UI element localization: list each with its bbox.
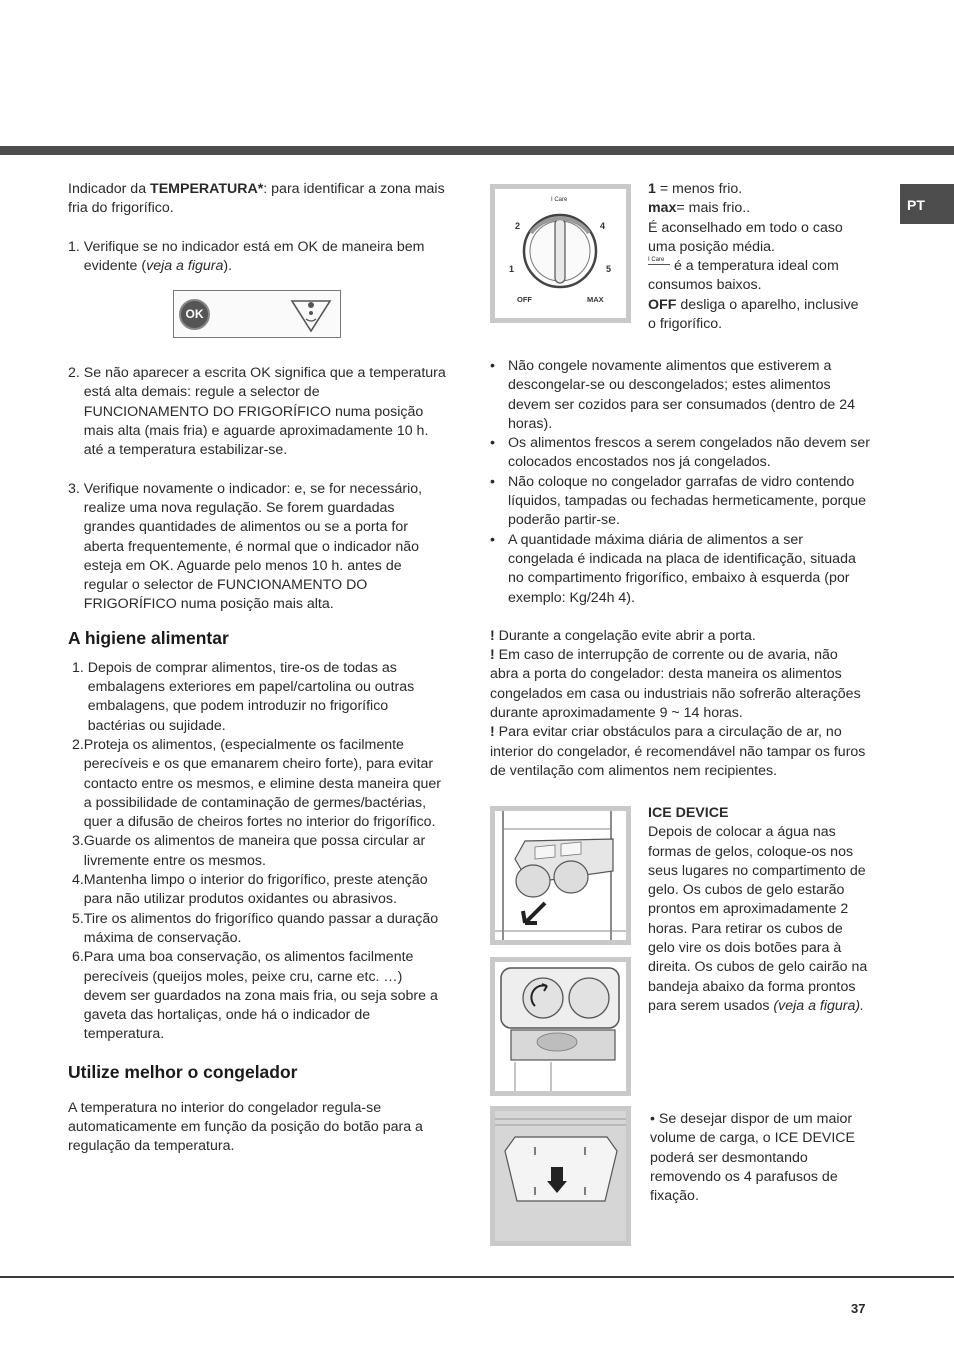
indicator-drop-icon: [286, 293, 336, 337]
dial-label-off: OFF: [517, 295, 532, 304]
warning-icon: !: [490, 627, 495, 644]
ice-device-text: ICE DEVICE Depois de colocar a água nas formas de gelos, coloque-os nos seus lugares no compartimento de gelo. Os cubos de gelo estarão prontos em aproximadamente 2 horas. Para retirar os cubos de gelo vire os dois botões para à direita. Os cubos de gelo cairão na bandeja abaixo da forma prontos para serem usados (veja a figura).: [648, 804, 870, 1016]
step-text: Se não aparecer a escrita OK significa que a temperatura está alta demais: regule a selector de FUNCIONAMENTO DO FRIGORÍFICO numa posição mais alta (mais fria) e aguarde aproximadamente 10 h. até a temperatura estabilizar-se.: [83, 365, 446, 459]
step-number: 3.: [68, 480, 84, 497]
bullet-dot: •: [490, 531, 495, 548]
freezing-tip: [490, 531, 870, 608]
footer-rule: [0, 1276, 954, 1278]
dial-label-1: 1: [509, 264, 515, 274]
bullet-dot: •: [490, 358, 495, 374]
hygiene-item-text: Depois de comprar alimentos, tire-os de todas as embalagens exteriores em papel/cartolina ou outras embalagens, que podem introduzir no frigorífico bactérias ou sujidade.: [87, 659, 415, 734]
step-2: [68, 364, 448, 460]
thermostat-dial-icon: [495, 189, 626, 318]
ok-indicator-figure: [173, 290, 341, 338]
right-column: [490, 355, 870, 781]
hygiene-item-text: Para uma boa conservação, os alimentos facilmente perecíveis (queijos moles, peixe cru, carne etc. …) devem ser guardados na zona mais fria, ou seja sobre a gaveta das hortaliças, onde há o indicador de temperatura.: [83, 949, 438, 1043]
warning-item: [490, 723, 870, 781]
dial-legend: 1 = menos frio. max= mais frio.. É aconselhado em todo o caso uma posição média. I Care é a temperatura ideal com consumos baixos. OFF desliga o aparelho, inclusive o frigorífico.: [648, 180, 870, 334]
hygiene-item: [68, 910, 448, 949]
freezing-tips-list: [490, 357, 870, 608]
step-text: Verifique se no indicador está em OK de maneira bem evidente (veja a figura).: [83, 238, 425, 274]
hygiene-item-number: 5.: [68, 910, 84, 927]
freezer-text: A temperatura no interior do congelador regula-se automaticamente em função da posição do botão para a regulação da temperatura.: [68, 1099, 423, 1155]
step-number: 1.: [68, 238, 84, 255]
header-bar: [0, 146, 954, 155]
freezing-tip-text: Não congele novamente alimentos que estiverem a descongelar-se ou descongelados; estes alimentos devem ser cozidos para ser consumados (dentro de 24 horas).: [508, 358, 855, 432]
warning-item: [490, 627, 870, 646]
hygiene-item-text: Mantenha limpo o interior do frigorífico, preste atenção para não utilizar produtos oxidantes ou abrasivos.: [83, 872, 428, 908]
legend-advice: É aconselhado em todo o caso uma posição média.: [648, 219, 843, 255]
hygiene-list: [68, 659, 448, 1045]
hygiene-item-text: Proteja os alimentos, (especialmente os facilmente perecíveis e os que emanarem cheiro forte), para evitar contacto entre os mesmos, e elimine desta maneira quer a possibilidade de contaminação de germes/bactérias, quer a difusão de cheiros fortes no interior do frigorífico.: [83, 736, 442, 831]
ice-tray-figure: [490, 806, 631, 945]
dial-label-max: MAX: [587, 295, 604, 304]
hygiene-item-number: 2.: [68, 736, 84, 753]
warning-icon: !: [490, 647, 495, 664]
hygiene-item: [68, 736, 448, 832]
step-text: Verifique novamente o indicador: e, se for necessário, realize uma nova regulação. Se forem guardadas grandes quantidades de alimentos ou se a porta for aberta frequentemente, é normal que o indicador não esteja em OK. Aguarde pelo menos 10 h. antes de regular o selector de FUNCIONAMENTO DO FRIGORÍFICO numa posição mais alta.: [83, 480, 423, 613]
icare-icon: I Care: [648, 257, 670, 265]
temperature-label: TEMPERATURA*: [150, 181, 264, 197]
dial-label-5: 5: [606, 264, 612, 274]
warning-text: Em caso de interrupção de corrente ou de avaria, não abra a porta do congelador: desta maneira os alimentos congelados em casa ou industriais não sofrerão alterações durante aproximadamente 9 ~ 14 horas.: [490, 647, 861, 722]
left-column: [68, 180, 448, 1157]
dial-label-2: 2: [515, 221, 521, 231]
ice-tray-illustration: [495, 811, 626, 940]
ice-knobs-figure: [490, 957, 631, 1096]
page-number: 37: [851, 1301, 866, 1316]
thermostat-dial-figure: [490, 184, 631, 323]
warnings-list: [490, 627, 870, 781]
hygiene-item: [68, 948, 448, 1044]
freezing-tip-text: Não coloque no congelador garrafas de vidro contendo líquidos, tampadas ou fechadas hermeticamente, porque poderão partir-se.: [508, 473, 867, 529]
hygiene-item-text: Tire os alimentos do frigorífico quando passar a duração máxima de conservação.: [83, 910, 439, 946]
hygiene-item-number: 3.: [68, 833, 84, 850]
hygiene-heading: A higiene alimentar: [68, 627, 229, 648]
bullet-dot: •: [490, 473, 495, 490]
ice-device-removal-illustration: [495, 1111, 626, 1241]
freezing-tip: [490, 473, 870, 531]
freezing-tip: [490, 357, 870, 434]
warning-item: [490, 646, 870, 723]
temperature-indicator-intro: [68, 180, 448, 219]
hygiene-item: [68, 871, 448, 910]
ice-device-removal-text: • Se desejar dispor de um maior volume de carga, o ICE DEVICE poderá ser desmontando removendo os 4 parafusos de fixação.: [650, 1111, 856, 1205]
hygiene-item: [68, 659, 448, 736]
hygiene-item-number: 4.: [68, 872, 84, 889]
freezer-heading: Utilize melhor o congelador: [68, 1061, 298, 1082]
hygiene-item-number: 6.: [68, 949, 84, 966]
intro-post: : para identificar a zona mais fria do frigorífico.: [68, 181, 445, 217]
ice-device-title: ICE DEVICE: [648, 805, 729, 821]
warning-text: Durante a congelação evite abrir a porta.: [494, 627, 756, 644]
step-number: 2.: [68, 365, 84, 382]
language-tab: PT: [900, 184, 954, 224]
dial-label-4: 4: [600, 221, 606, 231]
hygiene-item-text: Guarde os alimentos de maneira que possa circular ar livremente entre os mesmos.: [83, 833, 426, 869]
warning-icon: !: [490, 724, 495, 741]
step-1: [68, 238, 448, 277]
freezing-tip-text: A quantidade máxima diária de alimentos a ser congelada é indicada na placa de identificação, situada no compartimento frigorífico, embaixo à esquerda (por exemplo: Kg/24h 4).: [508, 531, 856, 606]
warning-text: Para evitar criar obstáculos para a circulação de ar, no interior do congelador, é recomendável não tampar os furos de ventilação com alimentos nem recipientes.: [490, 724, 866, 779]
freezing-tip: [490, 434, 870, 473]
hygiene-item: [68, 832, 448, 871]
step-3: [68, 480, 448, 615]
dial-label-icare: I Care: [551, 197, 568, 203]
ice-device-removal-figure: [490, 1106, 631, 1246]
hygiene-item-number: 1.: [68, 659, 88, 676]
intro-pre: Indicador da: [68, 181, 151, 197]
ice-knobs-illustration: [495, 962, 626, 1091]
freezing-tip-text: Os alimentos frescos a serem congelados não devem ser colocados encostados nos já congelados.: [508, 435, 870, 471]
bullet-dot: •: [490, 435, 495, 452]
ok-badge: OK: [179, 299, 210, 330]
